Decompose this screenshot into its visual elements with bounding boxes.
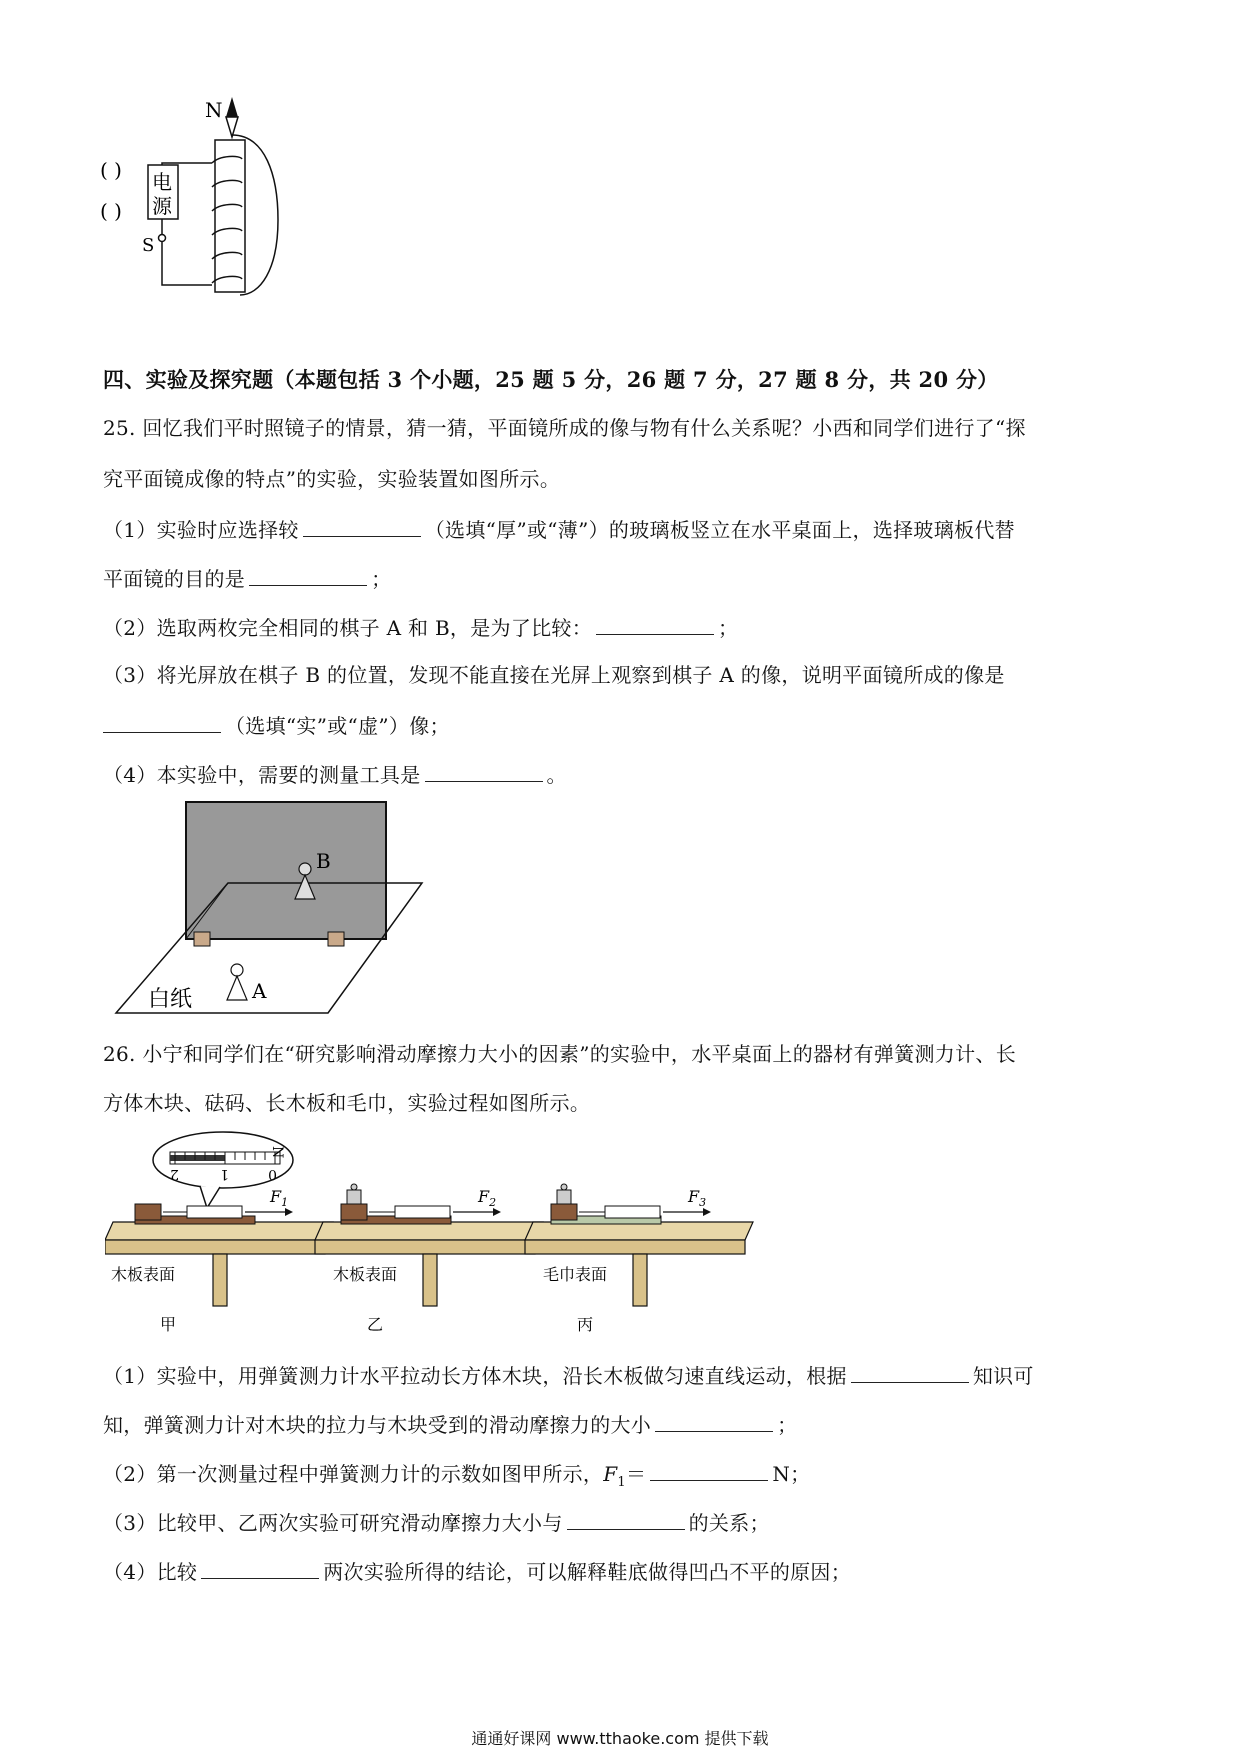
q25-p2-text-a: （2）选取两枚完全相同的棋子 A 和 B，是为了比较： <box>103 616 593 640</box>
friction-experiment-figure <box>105 1130 825 1352</box>
surface-label-1: 木板表面 <box>111 1265 176 1284</box>
q25-part1-line1 <box>103 514 1015 544</box>
scale-tick-0: 0 <box>268 1166 277 1182</box>
answer-blank[interactable] <box>303 514 421 537</box>
q25-p4-text-b: 。 <box>546 763 567 787</box>
q26-p2-force-sub: 1 <box>617 1475 626 1490</box>
chess-piece-a-icon <box>227 964 247 1000</box>
q26-p1-text-c: 知，弹簧测力计对木块的拉力与木块受到的滑动摩擦力的大小 <box>103 1413 652 1437</box>
q25-p1-text-a: （1）实验时应选择较 <box>103 518 299 542</box>
scale-unit: N <box>269 1146 285 1159</box>
q25-intro-line1: 25. 回忆我们平时照镜子的情景，猜一猜，平面镜所成的像与物有什么关系呢？小西和同学们进行了“探 <box>103 416 1026 440</box>
answer-blank[interactable] <box>201 1556 319 1579</box>
q26-part1-line1 <box>103 1360 1034 1390</box>
panel-name-1: 甲 <box>160 1315 177 1334</box>
q25-part2 <box>103 612 738 642</box>
label-b: B <box>316 849 331 873</box>
q26-p2-force-symbol: F <box>603 1462 618 1486</box>
solenoid-circuit-figure <box>100 95 340 335</box>
power-label-2: 源 <box>152 194 172 218</box>
surface-label-2: 木板表面 <box>333 1265 398 1284</box>
answer-blank[interactable] <box>425 759 543 782</box>
q25-p2-text-b: ； <box>718 616 739 640</box>
q26-p4-text-a: （4）比较 <box>103 1560 198 1584</box>
q26-p1-text-a: （1）实验中，用弹簧测力计水平拉动长方体木块，沿长木板做匀速直线运动，根据 <box>103 1364 847 1388</box>
north-label: N <box>205 98 223 122</box>
q26-part4 <box>103 1556 851 1586</box>
q25-p1-text-d: ； <box>371 567 392 591</box>
scale-tick-2: 2 <box>170 1166 179 1182</box>
q26-p3-text-a: （3）比较甲、乙两次实验可研究滑动摩擦力大小与 <box>103 1511 563 1535</box>
q25-part3-line1: （3）将光屏放在棋子 B 的位置，发现不能直接在光屏上观察到棋子 A 的像，说明平面镜所成的像是 <box>103 663 1005 687</box>
section-title: 四、实验及探究题（本题包括 3 个小题，25 题 5 分，26 题 7 分，27 题 8 分，共 20 分） <box>103 367 999 392</box>
q25-p1-text-b: （选填“厚”或“薄”）的玻璃板竖立在水平桌面上，选择玻璃板代替 <box>424 518 1015 542</box>
q26-intro-line1: 26. 小宁和同学们在“研究影响滑动摩擦力大小的因素”的实验中，水平桌面上的器材有弹簧测力计、长 <box>103 1042 1017 1066</box>
answer-blank[interactable] <box>567 1507 685 1530</box>
q25-part3-line2 <box>103 710 450 740</box>
q25-p1-text-c: 平面镜的目的是 <box>103 567 246 591</box>
plane-mirror-figure <box>112 800 432 1020</box>
q26-part3 <box>103 1507 770 1537</box>
q26-part1-line2 <box>103 1409 797 1439</box>
answer-blank[interactable] <box>650 1458 768 1481</box>
switch-icon <box>159 235 166 242</box>
q26-p4-text-b: 两次实验所得的结论，可以解释鞋底做得凹凸不平的原因； <box>323 1560 852 1584</box>
surface-label-3: 毛巾表面 <box>543 1265 608 1284</box>
glass-plate <box>186 802 386 939</box>
q26-p1-text-b: 知识可 <box>972 1364 1034 1388</box>
scale-tick-1: 1 <box>220 1166 229 1182</box>
power-label-1: 电 <box>152 170 172 194</box>
q25-p3-text-b: （选填“实”或“虚”）像； <box>225 714 450 738</box>
q25-p4-text-a: （4）本实验中，需要的测量工具是 <box>103 763 421 787</box>
panel-name-3: 丙 <box>577 1315 594 1334</box>
panel-yi <box>315 1184 543 1334</box>
answer-blank[interactable] <box>655 1409 773 1432</box>
switch-label: S <box>142 235 155 256</box>
q25-part1-line2 <box>103 563 391 593</box>
q26-intro-line2: 方体木块、砝码、长木板和毛巾，实验过程如图所示。 <box>103 1091 591 1115</box>
force-label-f2: $F_2$ <box>478 1187 497 1209</box>
answer-blank[interactable] <box>851 1360 969 1383</box>
answer-blank[interactable] <box>103 710 221 733</box>
panel-jia <box>105 1187 333 1334</box>
q25-intro-line2: 究平面镜成像的特点”的实验，实验装置如图所示。 <box>103 467 561 491</box>
force-label-f3: $F_3$ <box>688 1187 707 1209</box>
panel-name-2: 乙 <box>367 1315 384 1334</box>
bracket-bottom: ( ) <box>100 199 122 223</box>
force-label-f1: $F_1$ <box>270 1187 289 1209</box>
q26-p1-text-d: ； <box>777 1413 798 1437</box>
answer-blank[interactable] <box>596 612 714 635</box>
q26-p2-text-b: N； <box>772 1462 811 1486</box>
compass-needle-icon <box>226 97 238 137</box>
answer-blank[interactable] <box>249 563 367 586</box>
paper-label: 白纸 <box>148 987 193 1012</box>
q26-part2 <box>103 1458 810 1497</box>
q26-p2-text-a: （2）第一次测量过程中弹簧测力计的示数如图甲所示， <box>103 1462 604 1486</box>
q25-part4 <box>103 759 567 789</box>
bracket-top: ( ) <box>100 158 122 182</box>
q26-p3-text-b: 的关系； <box>688 1511 770 1535</box>
label-a: A <box>252 979 267 1003</box>
panel-bing <box>525 1184 753 1334</box>
q26-p2-equals: ＝ <box>626 1462 647 1486</box>
page-footer: 通通好课网 www.tthaoke.com 提供下载 <box>471 1729 769 1748</box>
